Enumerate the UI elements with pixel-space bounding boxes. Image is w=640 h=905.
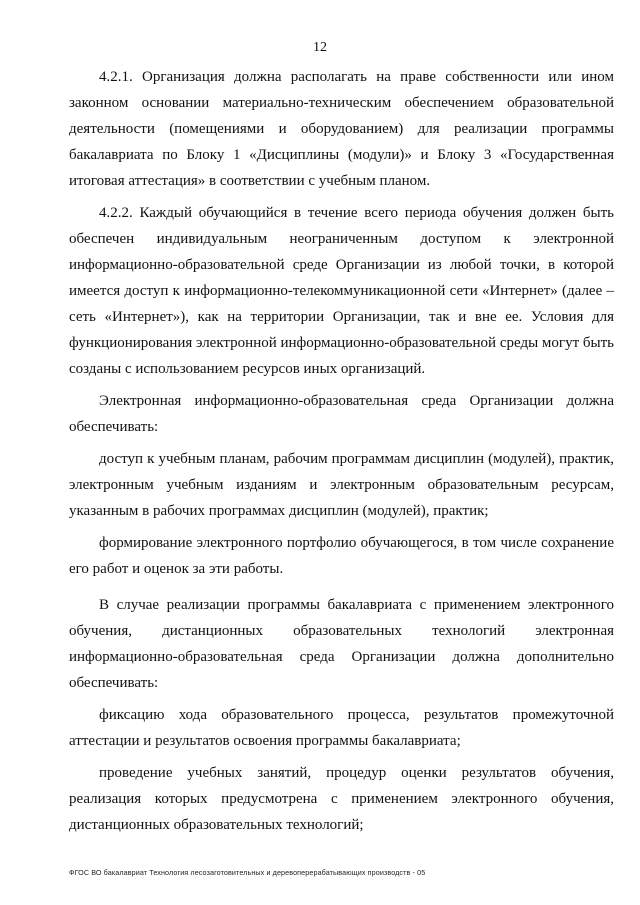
page-number: 12	[313, 40, 327, 55]
document-footer: ФГОС ВО бакалавриат Технология лесозаготовительных и деревоперерабатывающих производств - 05	[69, 868, 426, 877]
paragraph-access-plans: доступ к учебным планам, рабочим программам дисциплин (модулей), практик, электронным учебным изданиям и электронным образовательным ресурсам, указанным в рабочих программах дисциплин (модулей), практик;	[69, 451, 614, 519]
paragraph-4-2-2: 4.2.2. Каждый обучающийся в течение всего периода обучения должен быть обеспечен индивидуальным неограниченным доступом к электронной информационно-образовательной среде Организации из любой точки, в которой имеется доступ к информационно-телекоммуникационной сети «Интернет» (далее – сеть «Интернет»), как на территории Организации, так и вне ее. Условия для функционирования электронной информационно-образовательной среды могут быть созданы с использованием ресурсов иных организаций.	[69, 205, 614, 377]
paragraph-distance-learning: В случае реализации программы бакалавриата с применением электронного обучения, дистанционных образовательных технологий электронная информационно-образовательная среда Организации должна дополнительно обеспечивать:	[69, 597, 614, 691]
paragraph-recording-process: фиксацию хода образовательного процесса, результатов промежуточной аттестации и результатов освоения программы бакалавриата;	[69, 707, 614, 749]
paragraph-conducting-classes: проведение учебных занятий, процедур оценки результатов обучения, реализация которых предусмотрена с применением электронного обучения, дистанционных образовательных технологий;	[69, 765, 614, 833]
paragraph-4-2-1: 4.2.1. Организация должна располагать на праве собственности или ином законном основании материально-техническим обеспечением образовательной деятельности (помещениями и оборудованием) для реализации программы бакалавриата по Блоку 1 «Дисциплины (модули)» и Блоку 3 «Государственная итоговая аттестация» в соответствии с учебным планом.	[69, 69, 614, 189]
paragraph-portfolio: формирование электронного портфолио обучающегося, в том числе сохранение его работ и оценок за эти работы.	[69, 535, 614, 577]
document-body	[69, 64, 614, 844]
paragraph-eios-intro: Электронная информационно-образовательная среда Организации должна обеспечивать:	[69, 393, 614, 435]
